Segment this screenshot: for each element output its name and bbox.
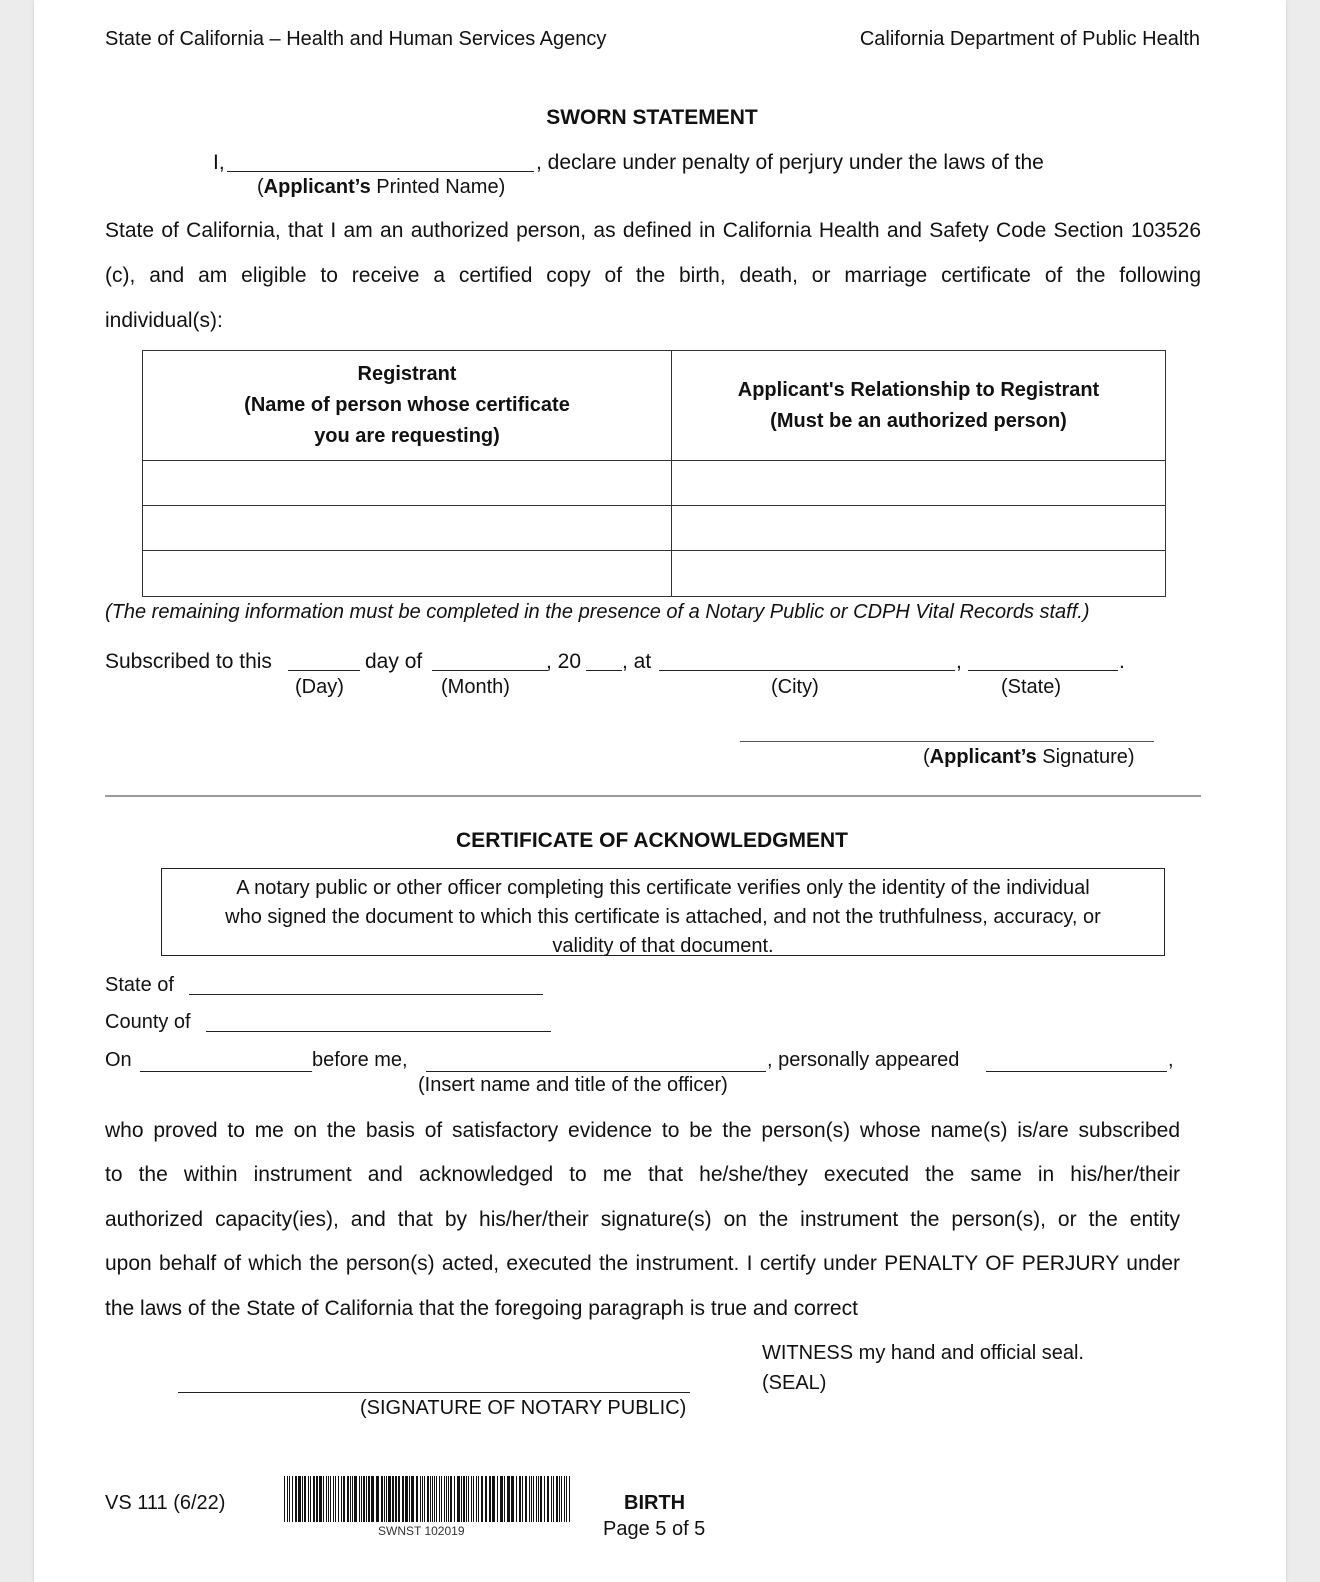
barcode-bar xyxy=(533,1476,534,1522)
notice-line: who signed the document to which this certificate is attached, and not the truthfulness, accuracy, or xyxy=(225,906,1101,928)
barcode-bar xyxy=(481,1476,483,1522)
notary-signature-line[interactable] xyxy=(178,1392,690,1393)
document-page xyxy=(34,0,1286,1582)
declare-text: , declare under penalty of perjury under the laws of the xyxy=(536,151,1044,174)
table-row xyxy=(143,461,1166,506)
city-label: (City) xyxy=(771,676,819,698)
barcode-bar xyxy=(471,1476,472,1522)
barcode-bar xyxy=(388,1476,391,1522)
barcode-bar xyxy=(420,1476,421,1522)
year-line[interactable] xyxy=(586,670,622,671)
sworn-paragraph-line-2: (c), and am eligible to receive a certified copy of the birth, death, or marriage certificate of the following xyxy=(105,264,1201,287)
registrant-header-line: (Name of person whose certificate xyxy=(244,394,570,416)
table-row xyxy=(143,506,1166,551)
barcode-bar xyxy=(289,1476,290,1522)
barcode-bar xyxy=(441,1476,442,1522)
barcode-bar xyxy=(525,1476,527,1522)
barcode-bar xyxy=(424,1476,425,1522)
barcode-bar xyxy=(547,1476,549,1522)
barcode-bar xyxy=(341,1476,342,1522)
barcode-bar xyxy=(466,1476,467,1522)
barcode-bar xyxy=(316,1476,318,1522)
year-prefix: , 20 xyxy=(546,650,582,673)
barcode-bar xyxy=(569,1476,570,1522)
barcode-bar xyxy=(434,1476,435,1522)
sworn-statement-title: SWORN STATEMENT xyxy=(546,106,758,129)
barcode-bar xyxy=(416,1476,418,1522)
on-date-line[interactable] xyxy=(140,1071,312,1072)
seal-text: (SEAL) xyxy=(762,1372,827,1394)
barcode-bar xyxy=(330,1476,331,1522)
month-line[interactable] xyxy=(432,670,548,671)
appeared-person-line[interactable] xyxy=(986,1071,1167,1072)
officer-label: (Insert name and title of the officer) xyxy=(418,1074,728,1096)
city-line[interactable] xyxy=(659,670,955,671)
applicant-bold: Applicant’s xyxy=(263,176,371,198)
barcode-bar xyxy=(454,1476,455,1522)
barcode-bar xyxy=(343,1476,345,1522)
relationship-header xyxy=(672,351,1166,461)
registrant-table xyxy=(142,350,1166,597)
sworn-paragraph-line-3: individual(s): xyxy=(105,309,223,332)
barcode-bar xyxy=(409,1476,410,1522)
barcode-bar xyxy=(427,1476,429,1522)
applicant-name-line[interactable] xyxy=(227,171,534,172)
state-of-label: State of xyxy=(105,974,174,996)
relationship-cell[interactable] xyxy=(672,551,1166,597)
barcode-bar xyxy=(529,1476,530,1522)
barcode-bar xyxy=(338,1476,339,1522)
barcode-bar xyxy=(507,1476,510,1522)
barcode-bar xyxy=(564,1476,565,1522)
barcode-bar xyxy=(504,1476,505,1522)
notary-notice-box xyxy=(161,868,1165,956)
barcode-bar xyxy=(310,1476,311,1522)
barcode-bar xyxy=(323,1476,324,1522)
barcode-bar xyxy=(457,1476,460,1522)
section-divider xyxy=(105,795,1201,797)
barcode-bar xyxy=(516,1476,517,1522)
applicant-signature-bold: Applicant’s xyxy=(929,746,1037,768)
barcode-bar xyxy=(485,1476,487,1522)
registrant-header xyxy=(143,351,672,461)
applicant-signature-text: Signature) xyxy=(1036,746,1135,768)
barcode-bar xyxy=(461,1476,462,1522)
barcode-bar xyxy=(298,1476,301,1522)
witness-text: WITNESS my hand and official seal. xyxy=(762,1342,1084,1364)
barcode-bar xyxy=(333,1476,334,1522)
barcode-bar xyxy=(489,1476,491,1522)
at-text: , at xyxy=(622,650,652,673)
barcode-bar xyxy=(328,1476,329,1522)
page-number: Page 5 of 5 xyxy=(603,1518,706,1540)
applicant-printed-name-label: (Applicant’s Printed Name) xyxy=(257,176,506,198)
barcode-bar xyxy=(395,1476,397,1522)
printed-name-text: Printed Name) xyxy=(370,176,506,198)
barcode-bar xyxy=(335,1476,336,1522)
personally-appeared-label: , personally appeared xyxy=(767,1049,960,1071)
notary-signature-label: (SIGNATURE OF NOTARY PUBLIC) xyxy=(360,1397,687,1419)
barcode-bar xyxy=(463,1476,465,1522)
barcode-bar xyxy=(556,1476,558,1522)
ack-paragraph-line-3: authorized capacity(ies), and that by his/her/their signature(s) on the instrument the person(s), or the entity xyxy=(105,1208,1180,1231)
barcode-bar xyxy=(359,1476,360,1522)
barcode-bar xyxy=(304,1476,306,1522)
barcode-bar xyxy=(450,1476,452,1522)
barcode-bar xyxy=(511,1476,514,1522)
state-period: . xyxy=(1119,650,1125,673)
relationship-header-line: (Must be an authorized person) xyxy=(770,409,1067,432)
applicant-signature-line[interactable] xyxy=(740,741,1154,742)
county-of-line[interactable] xyxy=(206,1031,551,1032)
barcode-bar xyxy=(381,1476,383,1522)
barcode-bar xyxy=(392,1476,394,1522)
registrant-header-line: you are requesting) xyxy=(314,425,500,447)
county-of-label: County of xyxy=(105,1011,191,1033)
barcode-bar xyxy=(436,1476,437,1522)
barcode-bar xyxy=(531,1476,532,1522)
barcode-bar xyxy=(478,1476,479,1522)
sworn-paragraph-line-1: State of California, that I am an authorized person, as defined in California Health and Safety Code Section 103526 xyxy=(105,219,1201,242)
state-line[interactable] xyxy=(968,670,1118,671)
barcode-bar xyxy=(292,1476,293,1522)
barcode-bar xyxy=(361,1476,362,1522)
barcode-bar xyxy=(544,1476,545,1522)
notice-line: validity of that document. xyxy=(552,935,774,957)
barcode-bar xyxy=(551,1476,552,1522)
barcode-bar xyxy=(368,1476,370,1522)
state-label: (State) xyxy=(1001,676,1062,698)
barcode-bar xyxy=(363,1476,365,1522)
barcode-bar xyxy=(366,1476,367,1522)
barcode-bar xyxy=(284,1476,285,1522)
barcode-text: SWNST 102019 xyxy=(378,1524,465,1538)
barcode-bar xyxy=(473,1476,474,1522)
barcode-bar xyxy=(398,1476,400,1522)
ack-paragraph-line-2: to the within instrument and acknowledged to me that he/she/they executed the same in his/her/their xyxy=(105,1163,1180,1186)
barcode-bar xyxy=(444,1476,445,1522)
month-label: (Month) xyxy=(441,676,510,698)
barcode-bar xyxy=(347,1476,349,1522)
form-id: VS 111 (6/22) xyxy=(105,1492,226,1514)
day-label: (Day) xyxy=(295,676,344,698)
registrant-cell[interactable] xyxy=(143,506,672,551)
barcode-bar xyxy=(308,1476,309,1522)
barcode-bar xyxy=(468,1476,469,1522)
registrant-cell[interactable] xyxy=(143,461,672,506)
barcode-bar xyxy=(295,1476,297,1522)
registrant-cell[interactable] xyxy=(143,551,672,597)
barcode-bar xyxy=(522,1476,523,1522)
barcode-bar xyxy=(500,1476,503,1522)
barcode-bar xyxy=(497,1476,498,1522)
barcode-bar xyxy=(411,1476,414,1522)
barcode-bar xyxy=(354,1476,357,1522)
barcode-bar xyxy=(492,1476,495,1522)
i-prefix: I, xyxy=(213,151,225,174)
barcode-bar xyxy=(405,1476,408,1522)
city-comma: , xyxy=(956,650,962,673)
barcode-bar xyxy=(540,1476,542,1522)
barcode-bar xyxy=(376,1476,379,1522)
notary-presence-note: (The remaining information must be completed in the presence of a Notary Public or CDPH Vital Records staff.) xyxy=(105,601,1090,623)
relationship-cell[interactable] xyxy=(672,506,1166,551)
barcode-bar xyxy=(386,1476,387,1522)
barcode-bar xyxy=(519,1476,521,1522)
ack-paragraph-line-1: who proved to me on the basis of satisfactory evidence to be the person(s) whose name(s) is/are subscribed xyxy=(105,1119,1180,1142)
barcode-bar xyxy=(402,1476,404,1522)
barcode-bar xyxy=(432,1476,433,1522)
barcode-bar xyxy=(559,1476,560,1522)
table-header-row xyxy=(143,351,1166,461)
barcode-bar xyxy=(538,1476,539,1522)
certificate-type: BIRTH xyxy=(624,1492,686,1514)
barcode-bar xyxy=(561,1476,562,1522)
barcode-bar xyxy=(287,1476,288,1522)
barcode-bar xyxy=(439,1476,440,1522)
day-of-text: day of xyxy=(365,650,423,673)
registrant-header-line: Registrant xyxy=(357,363,457,385)
barcode-bar xyxy=(446,1476,447,1522)
barcode-bar xyxy=(536,1476,537,1522)
table-row xyxy=(143,551,1166,597)
subscribed-prefix: Subscribed to this xyxy=(105,650,272,673)
barcode-bar xyxy=(384,1476,385,1522)
on-label: On xyxy=(105,1049,132,1071)
barcode-bar xyxy=(553,1476,554,1522)
barcode-image xyxy=(284,1476,574,1526)
barcode-bar xyxy=(566,1476,567,1522)
ack-paragraph-line-4: upon behalf of which the person(s) acted, executed the instrument. I certify under PENALTY OF PERJURY under xyxy=(105,1252,1180,1275)
ack-paragraph-line-5: the laws of the State of California that the foregoing paragraph is true and correct xyxy=(105,1297,858,1320)
barcode-bar xyxy=(352,1476,353,1522)
header-agency: State of California – Health and Human Services Agency xyxy=(105,28,607,50)
before-me-label: before me, xyxy=(312,1049,408,1071)
barcode-bar xyxy=(422,1476,423,1522)
day-line[interactable] xyxy=(288,670,360,671)
relationship-cell[interactable] xyxy=(672,461,1166,506)
barcode-bar xyxy=(302,1476,303,1522)
barcode-bar xyxy=(326,1476,327,1522)
officer-line[interactable] xyxy=(426,1071,766,1072)
barcode-bar xyxy=(430,1476,431,1522)
applicant-signature-label: (Applicant’s Signature) xyxy=(923,746,1135,768)
notice-line: A notary public or other officer completing this certificate verifies only the identity of the individual xyxy=(236,877,1090,899)
barcode-bar xyxy=(448,1476,449,1522)
barcode-bar xyxy=(313,1476,315,1522)
barcode-bar xyxy=(350,1476,351,1522)
acknowledgment-title: CERTIFICATE OF ACKNOWLEDGMENT xyxy=(456,829,848,852)
barcode-bar xyxy=(476,1476,477,1522)
barcode-bar xyxy=(371,1476,374,1522)
state-of-line[interactable] xyxy=(189,994,543,995)
header-department: California Department of Public Health xyxy=(859,28,1200,50)
appeared-comma: , xyxy=(1168,1049,1174,1071)
barcode-bar xyxy=(319,1476,322,1522)
relationship-header-line: Applicant's Relationship to Registrant xyxy=(737,378,1100,401)
